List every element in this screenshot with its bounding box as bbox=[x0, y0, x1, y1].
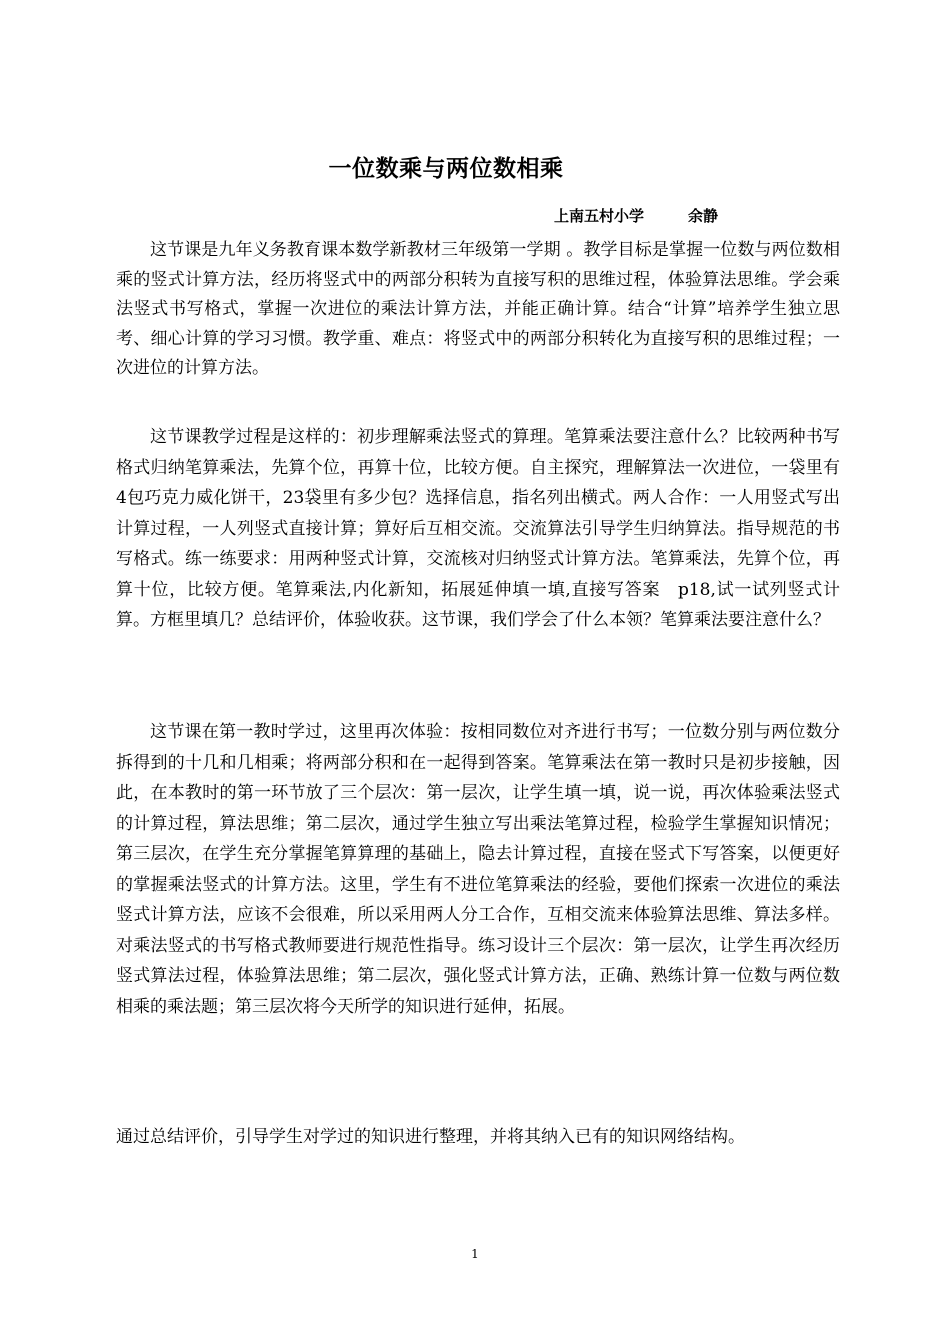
paragraph-1: 这节课是九年义务教育课本数学新教材三年级第一学期 。教学目标是掌握一位数与两位数相乘的竖式计算方法，经历将竖式中的两部分积转为直接写积的思维过程，体验算法思维。学会乘法竖式书写格式，掌握一次进位的乘法计算方法，并能正确计算。结合“计算”培养学生独立思考、细心计算的学习习惯。教学重、难点：将竖式中的两部分积转化为直接写积的思维过程；一次进位的计算方法。 bbox=[116, 240, 840, 378]
author-line bbox=[554, 205, 718, 226]
page-number: 1 bbox=[471, 1247, 479, 1261]
paragraph-1-block bbox=[116, 236, 840, 384]
paragraph-3-block bbox=[116, 717, 840, 1022]
paragraph-4-block bbox=[116, 1122, 840, 1152]
author-name: 余静 bbox=[688, 207, 719, 225]
document-title: 一位数乘与两位数相乘 bbox=[328, 156, 564, 182]
paragraph-2: 这节课教学过程是这样的：初步理解乘法竖式的算理。笔算乘法要注意什么？比较两种书写格式归纳笔算乘法，先算个位，再算十位，比较方便。自主探究，理解算法一次进位，一袋里有4包巧克力威化饼干，23袋里有多少包？选择信息，指名列出横式。两人合作：一人用竖式写出计算过程，一人列竖式直接计算；算好后互相交流。交流算法引导学生归纳算法。指导规范的书写格式。练一练要求：用两种竖式计算，交流核对归纳竖式计算方法。笔算乘法，先算个位，再算十位，比较方便。笔算乘法,内化新知，拓展延伸填一填,直接写答案 p18,试一试列竖式计算。方框里填几？总结评价，体验收获。这节课，我们学会了什么本领？笔算乘法要注意什么？ bbox=[116, 427, 840, 630]
paragraph-2-block bbox=[116, 422, 840, 636]
paragraph-3: 这节课在第一教时学过，这里再次体验：按相同数位对齐进行书写；一位数分别与两位数分拆得到的十几和几相乘；将两部分积和在一起得到答案。笔算乘法在第一教时只是初步接触，因此，在本教时的第一环节放了三个层次：第一层次，让学生填一填，说一说，再次体验乘法竖式的计算过程，算法思维；第二层次，通过学生独立写出乘法笔算过程，检验学生掌握知识情况；第三层次，在学生充分掌握笔算算理的基础上，隐去计算过程，直接在竖式下写答案，以便更好的掌握乘法竖式的计算方法。这里，学生有不进位笔算乘法的经验，要他们探索一次进位的乘法竖式计算方法，应该不会很难，所以采用两人分工合作，互相交流来体验算法思维、算法多样。对乘法竖式的书写格式教师要进行规范性指导。练习设计三个层次：第一层次，让学生再次经历竖式算法过程，体验算法思维；第二层次，强化竖式计算方法，正确、熟练计算一位数与两位数相乘的乘法题；第三层次将今天所学的知识进行延伸，拓展。 bbox=[116, 722, 840, 1017]
school-name: 上南五村小学 bbox=[554, 207, 645, 225]
paragraph-4: 通过总结评价，引导学生对学过的知识进行整理，并将其纳入已有的知识网络结构。 bbox=[116, 1127, 745, 1147]
